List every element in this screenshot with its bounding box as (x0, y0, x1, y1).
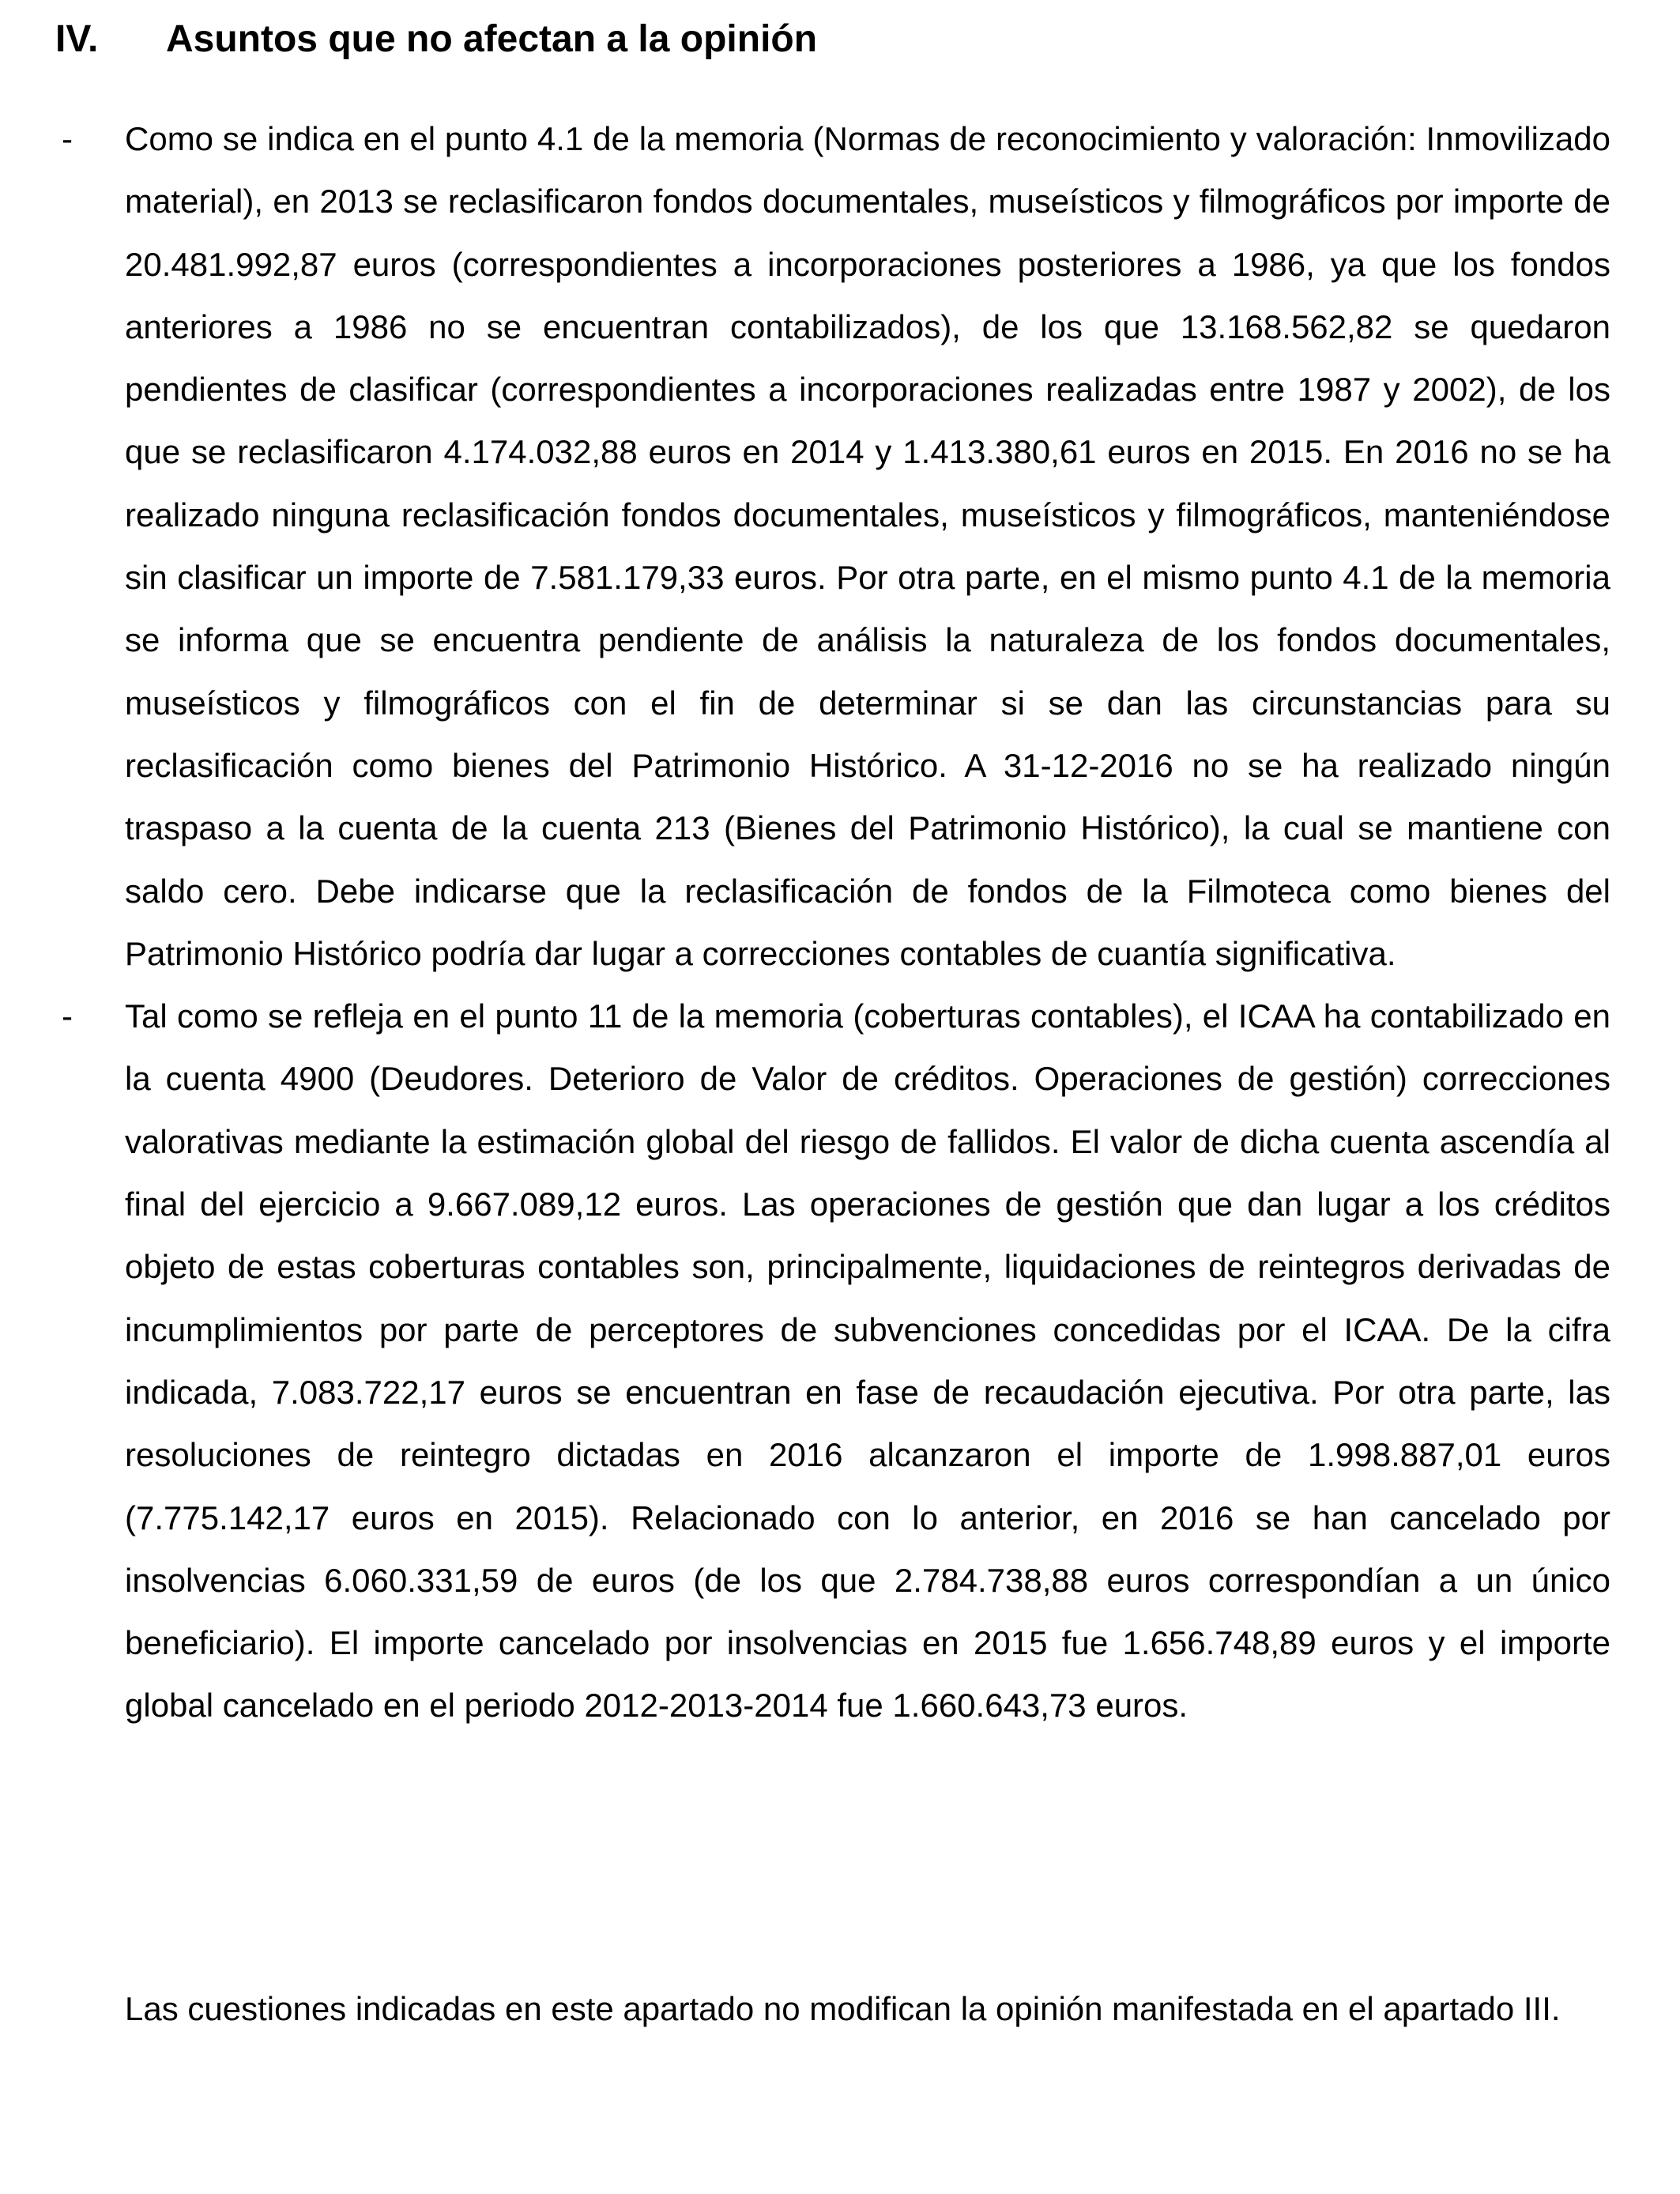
list-item-text: Tal como se refleja en el punto 11 de la memoria (coberturas contables), el ICAA ha contabilizado en la cuenta 4900 (Deudores. Deterioro de Valor de créditos. Operaciones de gestión) correcciones valorativas mediante la estimación global del riesgo de fallidos. El valor de dicha cuenta ascendía al final del ejercicio a 9.667.089,12 euros. Las operaciones de gestión que dan lugar a los créditos objeto de estas coberturas contables son, principalmente, liquidaciones de reintegros derivadas de incumplimientos por parte de perceptores de subvenciones concedidas por el ICAA. De la cifra indicada, 7.083.722,17 euros se encuentran en fase de recaudación ejecutiva. Por otra parte, las resoluciones de reintegro dictadas en 2016 alcanzaron el importe de 1.998.887,01 euros (7.775.142,17 euros en 2015). Relacionado con lo anterior, en 2016 se han cancelado por insolvencias 6.060.331,59 de euros (de los que 2.784.738,88 euros correspondían a un único beneficiario). El importe cancelado por insolvencias en 2015 fue 1.656.748,89 euros y el importe global cancelado en el periodo 2012-2013-2014 fue 1.660.643,73 euros. (125, 997, 1610, 1725)
list-item (0, 985, 1680, 1737)
list-item (0, 107, 1680, 985)
bullet-list (0, 107, 1680, 1737)
list-item-text: Como se indica en el punto 4.1 de la memoria (Normas de reconocimiento y valoración: Inmovilizado material), en 2013 se reclasificaron fondos documentales, museísticos y filmográficos por importe de 20.481.992,87 euros (correspondientes a incorporaciones posteriores a 1986, ya que los fondos anteriores a 1986 no se encuentran contabilizados), de los que 13.168.562,82 se quedaron pendientes de clasificar (correspondientes a incorporaciones realizadas entre 1987 y 2002), de los que se reclasificaron 4.174.032,88 euros en 2014 y 1.413.380,61 euros en 2015. En 2016 no se ha realizado ninguna reclasificación fondos documentales, museísticos y filmográficos, manteniéndose sin clasificar un importe de 7.581.179,33 euros. Por otra parte, en el mismo punto 4.1 de la memoria se informa que se encuentra pendiente de análisis la naturaleza de los fondos documentales, museísticos y filmográficos con el fin de determinar si se dan las circunstancias para su reclasificación como bienes del Patrimonio Histórico. A 31-12-2016 no se ha realizado ningún traspaso a la cuenta de la cuenta 213 (Bienes del Patrimonio Histórico), la cual se mantiene con saldo cero. Debe indicarse que la reclasificación de fondos de la Filmoteca como bienes del Patrimonio Histórico podría dar lugar a correcciones contables de cuantía significativa. (125, 120, 1610, 972)
section-number: IV. (55, 18, 99, 60)
bullet-dash: - (62, 997, 73, 1035)
section-title: Asuntos que no afectan a la opinión (166, 18, 818, 60)
closing-paragraph: Las cuestiones indicadas en este apartado no modifican la opinión manifestada en el apartado III. (125, 1990, 1561, 2027)
section-heading (55, 16, 817, 63)
bullet-dash: - (62, 120, 73, 157)
